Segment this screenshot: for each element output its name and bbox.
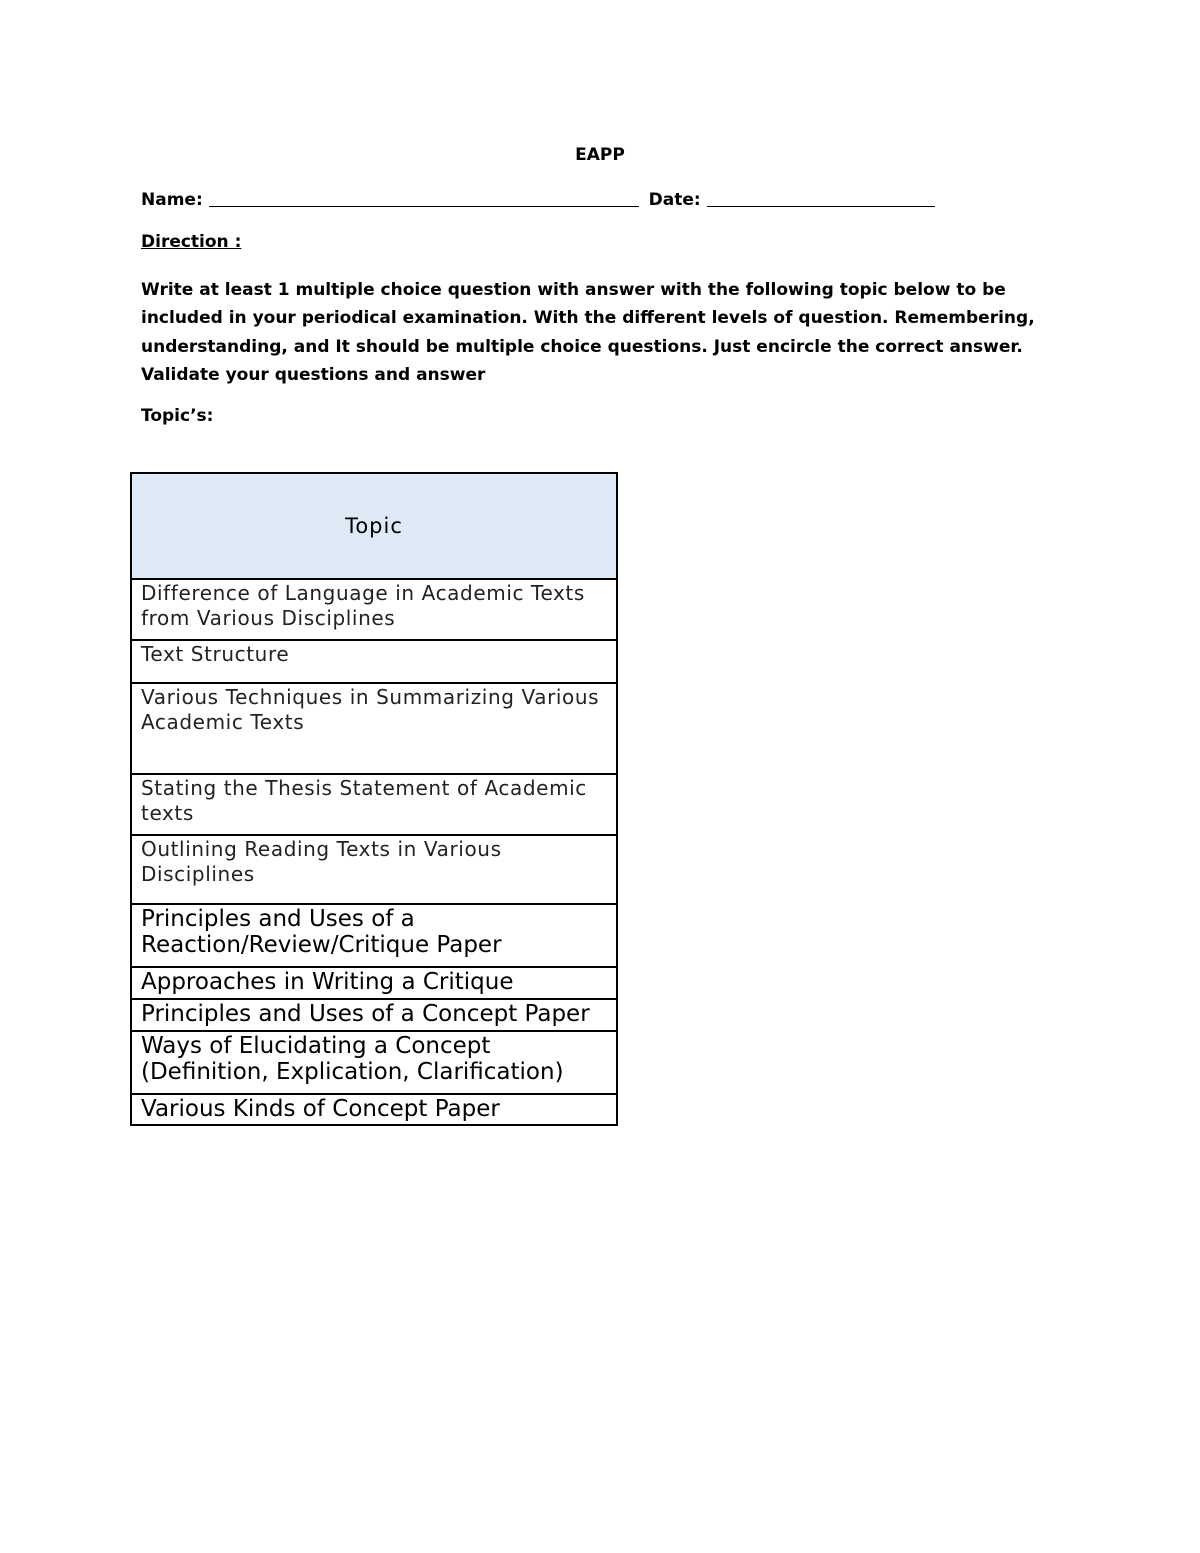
table-row bbox=[131, 1094, 617, 1125]
instructions-paragraph: Write at least 1 multiple choice question with answer with the following topic below to be included in your periodical examination. With the different levels of question. Remembering, understanding, and It should be multiple choice questions. Just encircle the correct answer. Validate your questions and answer bbox=[141, 280, 1035, 385]
topics-heading: Topic’s: bbox=[141, 406, 214, 426]
name-date-line bbox=[141, 188, 935, 210]
direction-heading: Direction : bbox=[141, 232, 242, 252]
table-row bbox=[131, 835, 617, 904]
topic-table bbox=[130, 472, 618, 1126]
name-label: Name: bbox=[141, 190, 203, 210]
table-row bbox=[131, 774, 617, 835]
name-blank-field[interactable] bbox=[209, 188, 639, 207]
table-row bbox=[131, 683, 617, 774]
topic-cell: Approaches in Writing a Critique bbox=[131, 967, 617, 999]
table-row bbox=[131, 904, 617, 967]
topic-cell: Difference of Language in Academic Texts from Various Disciplines bbox=[131, 579, 617, 640]
table-header-topic: Topic bbox=[131, 473, 617, 579]
topic-cell: Ways of Elucidating a Concept (Definition, Explication, Clarification) bbox=[131, 1031, 617, 1094]
date-label: Date: bbox=[648, 190, 701, 210]
table-row bbox=[131, 999, 617, 1031]
table-row bbox=[131, 1031, 617, 1094]
topic-cell: Stating the Thesis Statement of Academic texts bbox=[131, 774, 617, 835]
table-row bbox=[131, 579, 617, 640]
topic-cell: Various Techniques in Summarizing Various Academic Texts bbox=[131, 683, 617, 774]
table-row bbox=[131, 640, 617, 683]
table-row bbox=[131, 967, 617, 999]
table-header-row bbox=[131, 473, 617, 579]
topic-cell: Principles and Uses of a Reaction/Review/Critique Paper bbox=[131, 904, 617, 967]
topic-cell: Text Structure bbox=[131, 640, 617, 683]
topic-cell: Various Kinds of Concept Paper bbox=[131, 1094, 617, 1125]
document-title: EAPP bbox=[575, 145, 625, 165]
topic-cell: Principles and Uses of a Concept Paper bbox=[131, 999, 617, 1031]
topic-cell: Outlining Reading Texts in Various Disciplines bbox=[131, 835, 617, 904]
date-blank-field[interactable] bbox=[707, 188, 935, 207]
